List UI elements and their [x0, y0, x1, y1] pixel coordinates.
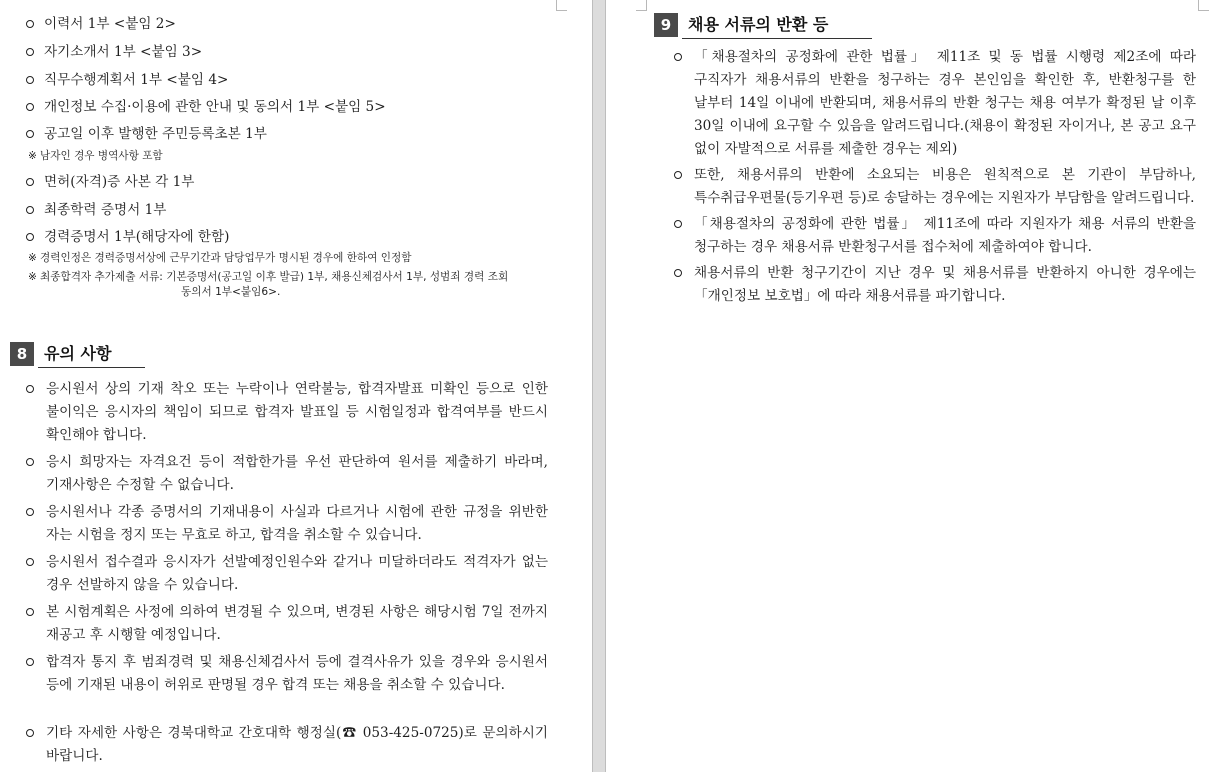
- circle-bullet-icon: [26, 48, 34, 56]
- reference-mark-icon: ※: [28, 252, 37, 264]
- circle-bullet-icon: [26, 178, 34, 186]
- list-item-text: 공고일 이후 발행한 주민등록초본 1부: [44, 126, 267, 142]
- notice-paragraph: [26, 651, 548, 720]
- notice-paragraph: [674, 46, 1196, 161]
- notice-paragraph: [674, 164, 1196, 210]
- page-corner-mark: [1198, 0, 1209, 11]
- document-page-left: [0, 0, 592, 772]
- note-text: 남자인 경우 병역사항 포함: [40, 150, 163, 162]
- notice-paragraph: [26, 501, 548, 547]
- list-item-text: 경력증명서 1부(해당자에 한함): [44, 229, 230, 245]
- circle-bullet-icon: [674, 53, 682, 61]
- list-item-text: 이력서 1부 <붙임 2>: [44, 16, 176, 32]
- circle-bullet-icon: [674, 220, 682, 228]
- paragraph-text: 응시원서 접수결과 응시자가 선발예정인원수와 같거나 미달하더라도 적격자가 없는 경우 선발하지 않을 수 있습니다.: [46, 554, 548, 593]
- section-number: 8: [10, 342, 34, 366]
- notice-paragraph: [26, 451, 548, 497]
- section-title: 유의 사항: [44, 344, 112, 363]
- page-gutter: [592, 0, 606, 772]
- circle-bullet-icon: [26, 608, 34, 616]
- list-item-text: 자기소개서 1부 <붙임 3>: [44, 44, 203, 60]
- circle-bullet-icon: [26, 458, 34, 466]
- circle-bullet-icon: [674, 269, 682, 277]
- paragraph-text: 기타 자세한 사항은 경북대학교 간호대학 행정실(☎ 053-425-0725)로 문의하시기 바랍니다.: [46, 725, 548, 764]
- paragraph-text: 채용서류의 반환 청구기간이 지난 경우 및 채용서류를 반환하지 아니한 경우에는 「개인정보 보호법」에 따라 채용서류를 파기합니다.: [694, 265, 1196, 304]
- reference-mark-icon: ※: [28, 150, 37, 162]
- circle-bullet-icon: [26, 658, 34, 666]
- circle-bullet-icon: [26, 103, 34, 111]
- section-heading-9: [654, 13, 874, 37]
- circle-bullet-icon: [26, 385, 34, 393]
- page-corner-mark: [556, 0, 567, 11]
- note-continuation: [181, 285, 280, 299]
- circle-bullet-icon: [26, 206, 34, 214]
- circle-bullet-icon: [26, 508, 34, 516]
- section-heading-8: [10, 342, 145, 366]
- circle-bullet-icon: [26, 729, 34, 737]
- paragraph-text: 「채용절차의 공정화에 관한 법률」 제11조에 따라 지원자가 채용 서류의 반환을 청구하는 경우 채용서류 반환청구서를 접수처에 제출하여야 합니다.: [694, 216, 1196, 255]
- paragraph-text: 「채용절차의 공정화에 관한 법률」 제11조 및 동 법률 시행령 제2조에 따라 구직자가 채용서류의 반환을 청구하는 경우 본인임을 확인한 후, 반환청구를 한 날부터 14일 이내에 반환되며, 채용서류의 반환 청구는 채용 여부가 확정된 날 이후 30일 이내에 요구할 수 있음을 알려드립니다.(채용이 확정된 자이거나, 본 공고 요구 없이 자발적으로 서류를 제출한 경우는 제외): [694, 49, 1196, 157]
- notice-paragraph: [674, 262, 1196, 308]
- notice-paragraph: [674, 213, 1196, 259]
- circle-bullet-icon: [26, 233, 34, 241]
- circle-bullet-icon: [26, 20, 34, 28]
- heading-underline: [38, 367, 145, 368]
- paragraph-text: 또한, 채용서류의 반환에 소요되는 비용은 원칙적으로 본 기관이 부담하나, 특수취급우편물(등기우편 등)로 송달하는 경우에는 지원자가 부담함을 알려드립니다.: [694, 167, 1196, 206]
- paragraph-text: 응시원서나 각종 증명서의 기재내용이 사실과 다르거나 시험에 관한 규정을 위반한 자는 시험을 정지 또는 무효로 하고, 합격을 취소할 수 있습니다.: [46, 504, 548, 543]
- circle-bullet-icon: [26, 558, 34, 566]
- paragraph-text: 응시 희망자는 자격요건 등이 적합한가를 우선 판단하여 원서를 제출하기 바라며, 기재사항은 수정할 수 없습니다.: [46, 454, 548, 493]
- note-text: 경력인정은 경력증명서상에 근무기간과 담당업무가 명시된 경우에 한하여 인정함: [40, 252, 412, 264]
- notice-paragraph: [26, 722, 548, 768]
- reference-mark-icon: ※: [28, 271, 37, 283]
- section-title: 채용 서류의 반환 등: [688, 15, 829, 34]
- paragraph-text: 합격자 통지 후 범죄경력 및 채용신체검사서 등에 결격사유가 있을 경우와 응시원서 등에 기재된 내용이 허위로 판명될 경우 합격 또는 채용을 취소할 수 있습니다.: [46, 654, 548, 693]
- note-text: 동의서 1부<붙임6>.: [181, 286, 281, 298]
- list-item-text: 개인정보 수집·이용에 관한 안내 및 동의서 1부 <붙임 5>: [44, 99, 386, 115]
- page-corner-mark: [636, 0, 647, 11]
- list-item-text: 직무수행계획서 1부 <붙임 4>: [44, 72, 229, 88]
- heading-underline: [682, 38, 872, 39]
- notice-paragraph: [26, 601, 548, 647]
- note-text: 최종합격자 추가제출 서류: 기본증명서(공고일 이후 발급) 1부, 채용신체검사서 1부, 성범죄 경력 조회: [40, 271, 509, 283]
- list-item-text: 면허(자격)증 사본 각 1부: [44, 174, 195, 190]
- paragraph-text: 응시원서 상의 기재 착오 또는 누락이나 연락불능, 합격자발표 미확인 등으로 인한 불이익은 응시자의 책임이 되므로 합격자 발표일 등 시험일정과 합격여부를 반드시 확인해야 합니다.: [46, 381, 548, 443]
- circle-bullet-icon: [674, 171, 682, 179]
- list-item-text: 최종학력 증명서 1부: [44, 202, 167, 218]
- notice-paragraph: [26, 378, 548, 447]
- notice-paragraph: [26, 551, 548, 597]
- paragraph-text: 본 시험계획은 사정에 의하여 변경될 수 있으며, 변경된 사항은 해당시험 7일 전까지 재공고 후 시행할 예정입니다.: [46, 604, 548, 643]
- document-page-right: [606, 0, 1217, 772]
- circle-bullet-icon: [26, 130, 34, 138]
- circle-bullet-icon: [26, 76, 34, 84]
- section-number: 9: [654, 13, 678, 37]
